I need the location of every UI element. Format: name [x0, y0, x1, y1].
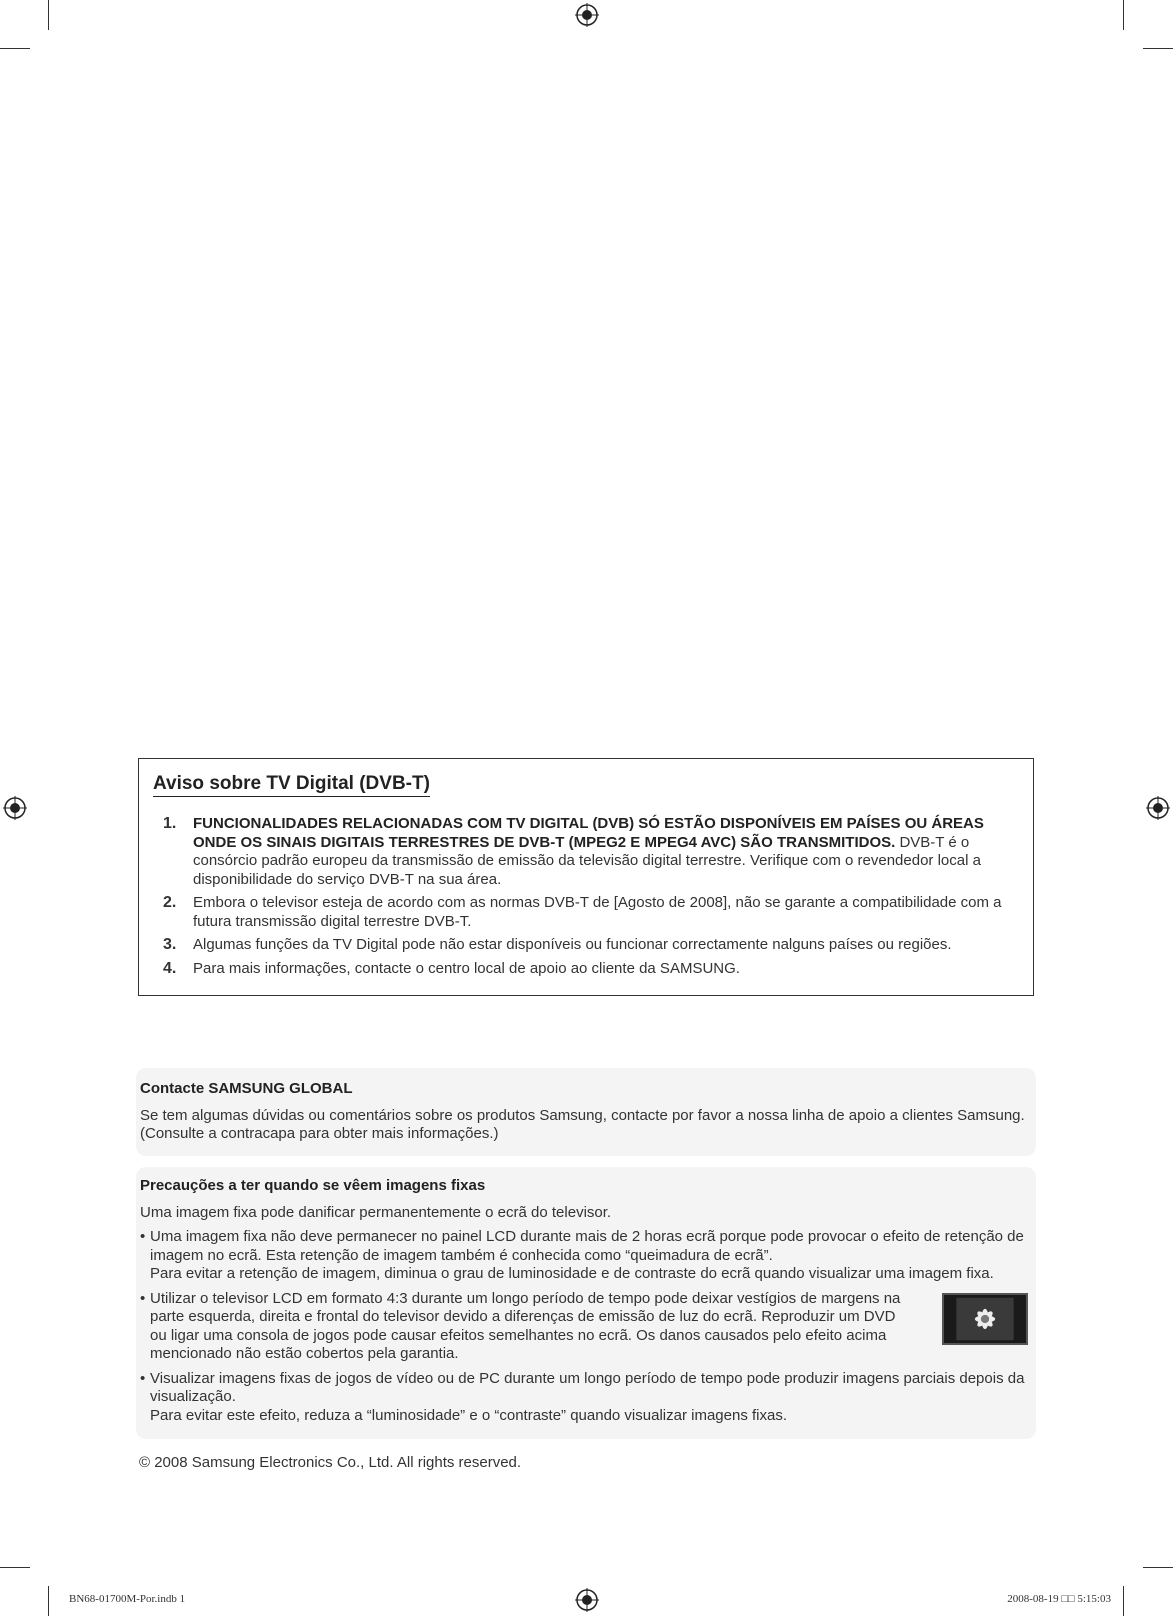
bullet-extra-text: Para evitar a retenção de imagem, diminua o grau de luminosidade e de contraste do ecrã quando visualizar uma imagem fixa.: [150, 1265, 994, 1282]
crop-mark: [1123, 0, 1124, 30]
notice-item-text: DVB-T é o consórcio padrão europeu da transmissão de emissão da televisão digital terrestre. Verifique com o revendedor local a disponibilidade do serviço DVB-T na sua área.: [193, 833, 981, 888]
dvbt-notice-box: [138, 758, 1034, 996]
precaution-bullet: [140, 1290, 1032, 1364]
footer-file-name: BN68-01700M-Por.indb 1: [69, 1593, 186, 1605]
registration-mark-icon: [575, 1588, 599, 1612]
registration-mark-icon: [3, 796, 27, 820]
footer-timestamp: 2008-08-19 □□ 5:15:03: [1007, 1593, 1111, 1605]
item-number: 4.: [163, 959, 177, 977]
precaution-bullet: [140, 1370, 1032, 1426]
notice-item: [151, 960, 1019, 979]
crop-mark: [48, 0, 49, 30]
contact-title: Contacte SAMSUNG GLOBAL: [140, 1080, 353, 1097]
registration-mark-icon: [1146, 796, 1170, 820]
contact-panel: [136, 1068, 1036, 1156]
precautions-intro: Uma imagem fixa pode danificar permanentemente o ecrã do televisor.: [140, 1203, 612, 1221]
crop-mark: [1143, 48, 1173, 49]
crop-mark: [0, 48, 30, 49]
notice-item-text: Algumas funções da TV Digital pode não estar disponíveis ou funcionar correctamente nalguns países ou regiões.: [193, 936, 952, 953]
precautions-title: Precauções a ter quando se vêem imagens fixas: [140, 1177, 486, 1194]
notice-item: [151, 936, 1019, 955]
notice-item-text: Embora o televisor esteja de acordo com as normas DVB-T de [Agosto de 2008], não se garante a compatibilidade com a futura transmissão digital terrestre DVB-T.: [193, 894, 1002, 930]
crop-mark: [1143, 1567, 1173, 1568]
tv-flower-image: [942, 1293, 1028, 1345]
item-number: 1.: [163, 815, 177, 832]
bullet-extra-text: Para evitar este efeito, reduza a “luminosidade” e o “contraste” quando visualizar imagens fixas.: [150, 1406, 787, 1424]
registration-mark-icon: [575, 3, 599, 27]
notice-title: Aviso sobre TV Digital (DVB-T): [153, 773, 430, 797]
notice-item: [151, 894, 1019, 931]
notice-item-bold: FUNCIONALIDADES RELACIONADAS COM TV DIGITAL (DVB) SÓ ESTÃO DISPONÍVEIS EM PAÍSES OU ÁREAS ONDE OS SINAIS DIGITAIS TERRESTRES DE DVB-T (MPEG2 E MPEG4 AVC) SÃO TRANSMITIDOS.: [193, 815, 984, 851]
precaution-bullet: [140, 1228, 1032, 1284]
crop-mark: [48, 1586, 49, 1616]
notice-list: [151, 815, 1019, 978]
precautions-panel: [136, 1167, 1036, 1439]
crop-mark: [1123, 1586, 1124, 1616]
bullet-text: Uma imagem fixa não deve permanecer no painel LCD durante mais de 2 horas ecrã porque pode provocar o efeito de retenção de imagem no ecrã. Esta retenção de imagem também é conhecida como “queimadura de ecrã”.: [150, 1228, 1024, 1264]
contact-text: Se tem algumas dúvidas ou comentários sobre os produtos Samsung, contacte por favor a nossa linha de apoio a clientes Samsung. (Consulte a contracapa para obter mais informações.): [140, 1106, 1025, 1142]
notice-item-text: Para mais informações, contacte o centro local de apoio ao cliente da SAMSUNG.: [193, 959, 740, 977]
bullet-text: Utilizar o televisor LCD em formato 4:3 durante um longo período de tempo pode deixar vestígios de margens na parte esquerda, direita e frontal do televisor devido a diferenças de emissão de luz do ecrã. Reproduzir um DVD ou ligar uma consola de jogos pode causar efeitos semelhantes no ecrã. Os danos causados pelo efeito acima mencionado não estão cobertos pela garantia.: [150, 1289, 901, 1362]
item-number: 3.: [163, 936, 177, 953]
item-number: 2.: [163, 894, 177, 911]
crop-mark: [0, 1567, 30, 1568]
bullet-text: Visualizar imagens fixas de jogos de vídeo ou de PC durante um longo período de tempo pode produzir imagens parciais depois da visualização.: [150, 1369, 1025, 1405]
notice-item: [151, 815, 1019, 889]
copyright-text: © 2008 Samsung Electronics Co., Ltd. All rights reserved.: [139, 1454, 522, 1471]
